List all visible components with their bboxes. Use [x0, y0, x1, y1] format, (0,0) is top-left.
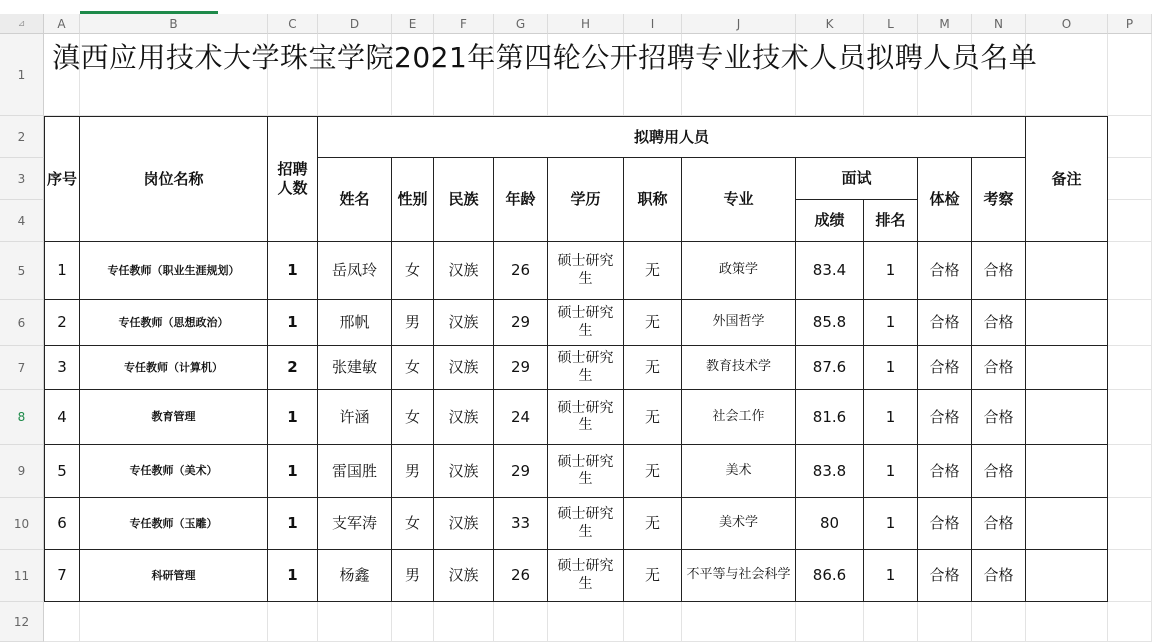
column-header[interactable]: E: [392, 14, 434, 34]
cell-education[interactable]: 硕士研究生: [548, 346, 624, 390]
header-education[interactable]: 学历: [548, 158, 624, 242]
cell-age[interactable]: 29: [494, 300, 548, 346]
cell-ethnicity[interactable]: 汉族: [434, 390, 494, 445]
cell-title[interactable]: 无: [624, 346, 682, 390]
cell-count[interactable]: 2: [268, 346, 318, 390]
cell-physical[interactable]: 合格: [918, 300, 972, 346]
cell-inspection[interactable]: 合格: [972, 445, 1026, 498]
cell-position[interactable]: 专任教师（计算机）: [80, 346, 268, 390]
cell-gender[interactable]: 男: [392, 445, 434, 498]
cell-ethnicity[interactable]: 汉族: [434, 498, 494, 550]
column-header[interactable]: B: [80, 14, 268, 34]
cell-name[interactable]: 岳凤玲: [318, 242, 392, 300]
cell-gender[interactable]: 女: [392, 498, 434, 550]
cell-age[interactable]: 29: [494, 445, 548, 498]
cell-count[interactable]: 1: [268, 498, 318, 550]
cell-physical[interactable]: 合格: [918, 550, 972, 602]
cell-education[interactable]: 硕士研究生: [548, 498, 624, 550]
header-name[interactable]: 姓名: [318, 158, 392, 242]
cell-title[interactable]: 无: [624, 242, 682, 300]
cell-age[interactable]: 26: [494, 242, 548, 300]
cell-rank[interactable]: 1: [864, 390, 918, 445]
cell-name[interactable]: 邢帆: [318, 300, 392, 346]
cell-count[interactable]: 1: [268, 242, 318, 300]
cell-seq[interactable]: 4: [44, 390, 80, 445]
cell-seq[interactable]: 5: [44, 445, 80, 498]
cell-education[interactable]: 硕士研究生: [548, 550, 624, 602]
cell-title[interactable]: 无: [624, 550, 682, 602]
cell-physical[interactable]: 合格: [918, 498, 972, 550]
header-physical[interactable]: 体检: [918, 158, 972, 242]
header-ethnicity[interactable]: 民族: [434, 158, 494, 242]
row-header[interactable]: 4: [0, 200, 44, 242]
cell-education[interactable]: 硕士研究生: [548, 445, 624, 498]
row-header[interactable]: 9: [0, 445, 44, 498]
cell-seq[interactable]: 3: [44, 346, 80, 390]
cell-rank[interactable]: 1: [864, 346, 918, 390]
cell-major[interactable]: 教育技术学: [682, 346, 796, 390]
header-title[interactable]: 职称: [624, 158, 682, 242]
header-group[interactable]: 拟聘用人员: [318, 116, 1026, 158]
column-header[interactable]: J: [682, 14, 796, 34]
cell-title[interactable]: 无: [624, 390, 682, 445]
cell-rank[interactable]: 1: [864, 242, 918, 300]
column-header[interactable]: D: [318, 14, 392, 34]
cell-seq[interactable]: 1: [44, 242, 80, 300]
header-position[interactable]: 岗位名称: [80, 116, 268, 242]
column-header[interactable]: O: [1026, 14, 1108, 34]
page-title[interactable]: 滇西应用技术大学珠宝学院2021年第四轮公开招聘专业技术人员拟聘人员名单: [52, 41, 1038, 74]
cell-score[interactable]: 80: [796, 498, 864, 550]
header-count[interactable]: 招聘人数: [268, 116, 318, 242]
cell-inspection[interactable]: 合格: [972, 242, 1026, 300]
column-header[interactable]: P: [1108, 14, 1152, 34]
cell-age[interactable]: 33: [494, 498, 548, 550]
row-header[interactable]: 3: [0, 158, 44, 200]
cell-age[interactable]: 24: [494, 390, 548, 445]
cell-ethnicity[interactable]: 汉族: [434, 445, 494, 498]
header-age[interactable]: 年龄: [494, 158, 548, 242]
column-header[interactable]: F: [434, 14, 494, 34]
cell-title[interactable]: 无: [624, 300, 682, 346]
cell-remarks[interactable]: [1026, 550, 1108, 602]
cell-remarks[interactable]: [1026, 346, 1108, 390]
cell-score[interactable]: 85.8: [796, 300, 864, 346]
cell-education[interactable]: 硕士研究生: [548, 242, 624, 300]
cell-score[interactable]: 83.8: [796, 445, 864, 498]
column-header[interactable]: I: [624, 14, 682, 34]
cell-inspection[interactable]: 合格: [972, 346, 1026, 390]
cell-seq[interactable]: 7: [44, 550, 80, 602]
cell-inspection[interactable]: 合格: [972, 550, 1026, 602]
cell-gender[interactable]: 女: [392, 242, 434, 300]
row-header[interactable]: 12: [0, 602, 44, 642]
row-header[interactable]: 8: [0, 390, 44, 445]
column-header[interactable]: G: [494, 14, 548, 34]
column-header[interactable]: C: [268, 14, 318, 34]
cell-gender[interactable]: 男: [392, 300, 434, 346]
header-seq[interactable]: 序号: [44, 116, 80, 242]
cell-title[interactable]: 无: [624, 445, 682, 498]
cell-ethnicity[interactable]: 汉族: [434, 242, 494, 300]
cell-seq[interactable]: 2: [44, 300, 80, 346]
row-header[interactable]: 6: [0, 300, 44, 346]
cell-age[interactable]: 29: [494, 346, 548, 390]
cell-position[interactable]: 科研管理: [80, 550, 268, 602]
header-rank[interactable]: 排名: [864, 200, 918, 242]
cell-ethnicity[interactable]: 汉族: [434, 550, 494, 602]
cell-gender[interactable]: 男: [392, 550, 434, 602]
cell-count[interactable]: 1: [268, 445, 318, 498]
header-major[interactable]: 专业: [682, 158, 796, 242]
cell-gender[interactable]: 女: [392, 390, 434, 445]
cell-physical[interactable]: 合格: [918, 346, 972, 390]
cell-ethnicity[interactable]: 汉族: [434, 300, 494, 346]
cell-rank[interactable]: 1: [864, 300, 918, 346]
cell-major[interactable]: 社会工作: [682, 390, 796, 445]
column-header[interactable]: N: [972, 14, 1026, 34]
column-header[interactable]: A: [44, 14, 80, 34]
cell-position[interactable]: 教育管理: [80, 390, 268, 445]
cell-physical[interactable]: 合格: [918, 445, 972, 498]
cell-remarks[interactable]: [1026, 445, 1108, 498]
cell-name[interactable]: 许涵: [318, 390, 392, 445]
cell-position[interactable]: 专任教师（玉雕）: [80, 498, 268, 550]
column-header[interactable]: H: [548, 14, 624, 34]
header-gender[interactable]: 性别: [392, 158, 434, 242]
cell-remarks[interactable]: [1026, 300, 1108, 346]
cell-inspection[interactable]: 合格: [972, 498, 1026, 550]
row-header[interactable]: 2: [0, 116, 44, 158]
cell-major[interactable]: 不平等与社会科学: [682, 550, 796, 602]
row-header[interactable]: 1: [0, 34, 44, 116]
cell-education[interactable]: 硕士研究生: [548, 300, 624, 346]
header-remarks[interactable]: 备注: [1026, 116, 1108, 242]
cell-rank[interactable]: 1: [864, 445, 918, 498]
cell-position[interactable]: 专任教师（职业生涯规划）: [80, 242, 268, 300]
cell-ethnicity[interactable]: 汉族: [434, 346, 494, 390]
cell-age[interactable]: 26: [494, 550, 548, 602]
cell-count[interactable]: 1: [268, 550, 318, 602]
cell-major[interactable]: 外国哲学: [682, 300, 796, 346]
cell-education[interactable]: 硕士研究生: [548, 390, 624, 445]
header-interview[interactable]: 面试: [796, 158, 918, 200]
cell-rank[interactable]: 1: [864, 550, 918, 602]
cell-score[interactable]: 86.6: [796, 550, 864, 602]
cell-title[interactable]: 无: [624, 498, 682, 550]
cell-position[interactable]: 专任教师（美术）: [80, 445, 268, 498]
cell-physical[interactable]: 合格: [918, 390, 972, 445]
cell-count[interactable]: 1: [268, 390, 318, 445]
column-header[interactable]: L: [864, 14, 918, 34]
cell-name[interactable]: 雷国胜: [318, 445, 392, 498]
cell-score[interactable]: 83.4: [796, 242, 864, 300]
cell-seq[interactable]: 6: [44, 498, 80, 550]
row-header[interactable]: 7: [0, 346, 44, 390]
cell-major[interactable]: 政策学: [682, 242, 796, 300]
cell-inspection[interactable]: 合格: [972, 300, 1026, 346]
cell-name[interactable]: 支军涛: [318, 498, 392, 550]
cell-position[interactable]: 专任教师（思想政治）: [80, 300, 268, 346]
header-inspection[interactable]: 考察: [972, 158, 1026, 242]
cell-remarks[interactable]: [1026, 242, 1108, 300]
cell-major[interactable]: 美术: [682, 445, 796, 498]
column-header[interactable]: M: [918, 14, 972, 34]
row-header[interactable]: 10: [0, 498, 44, 550]
cell-inspection[interactable]: 合格: [972, 390, 1026, 445]
cell-remarks[interactable]: [1026, 390, 1108, 445]
cell-major[interactable]: 美术学: [682, 498, 796, 550]
row-header[interactable]: 5: [0, 242, 44, 300]
select-all-corner[interactable]: ⊿: [0, 14, 44, 34]
cell-name[interactable]: 杨鑫: [318, 550, 392, 602]
row-header[interactable]: 11: [0, 550, 44, 602]
cell-score[interactable]: 81.6: [796, 390, 864, 445]
cell-remarks[interactable]: [1026, 498, 1108, 550]
cell-score[interactable]: 87.6: [796, 346, 864, 390]
cell-count[interactable]: 1: [268, 300, 318, 346]
cell-gender[interactable]: 女: [392, 346, 434, 390]
cell-physical[interactable]: 合格: [918, 242, 972, 300]
header-score[interactable]: 成绩: [796, 200, 864, 242]
cell-rank[interactable]: 1: [864, 498, 918, 550]
column-header[interactable]: K: [796, 14, 864, 34]
cell-name[interactable]: 张建敏: [318, 346, 392, 390]
